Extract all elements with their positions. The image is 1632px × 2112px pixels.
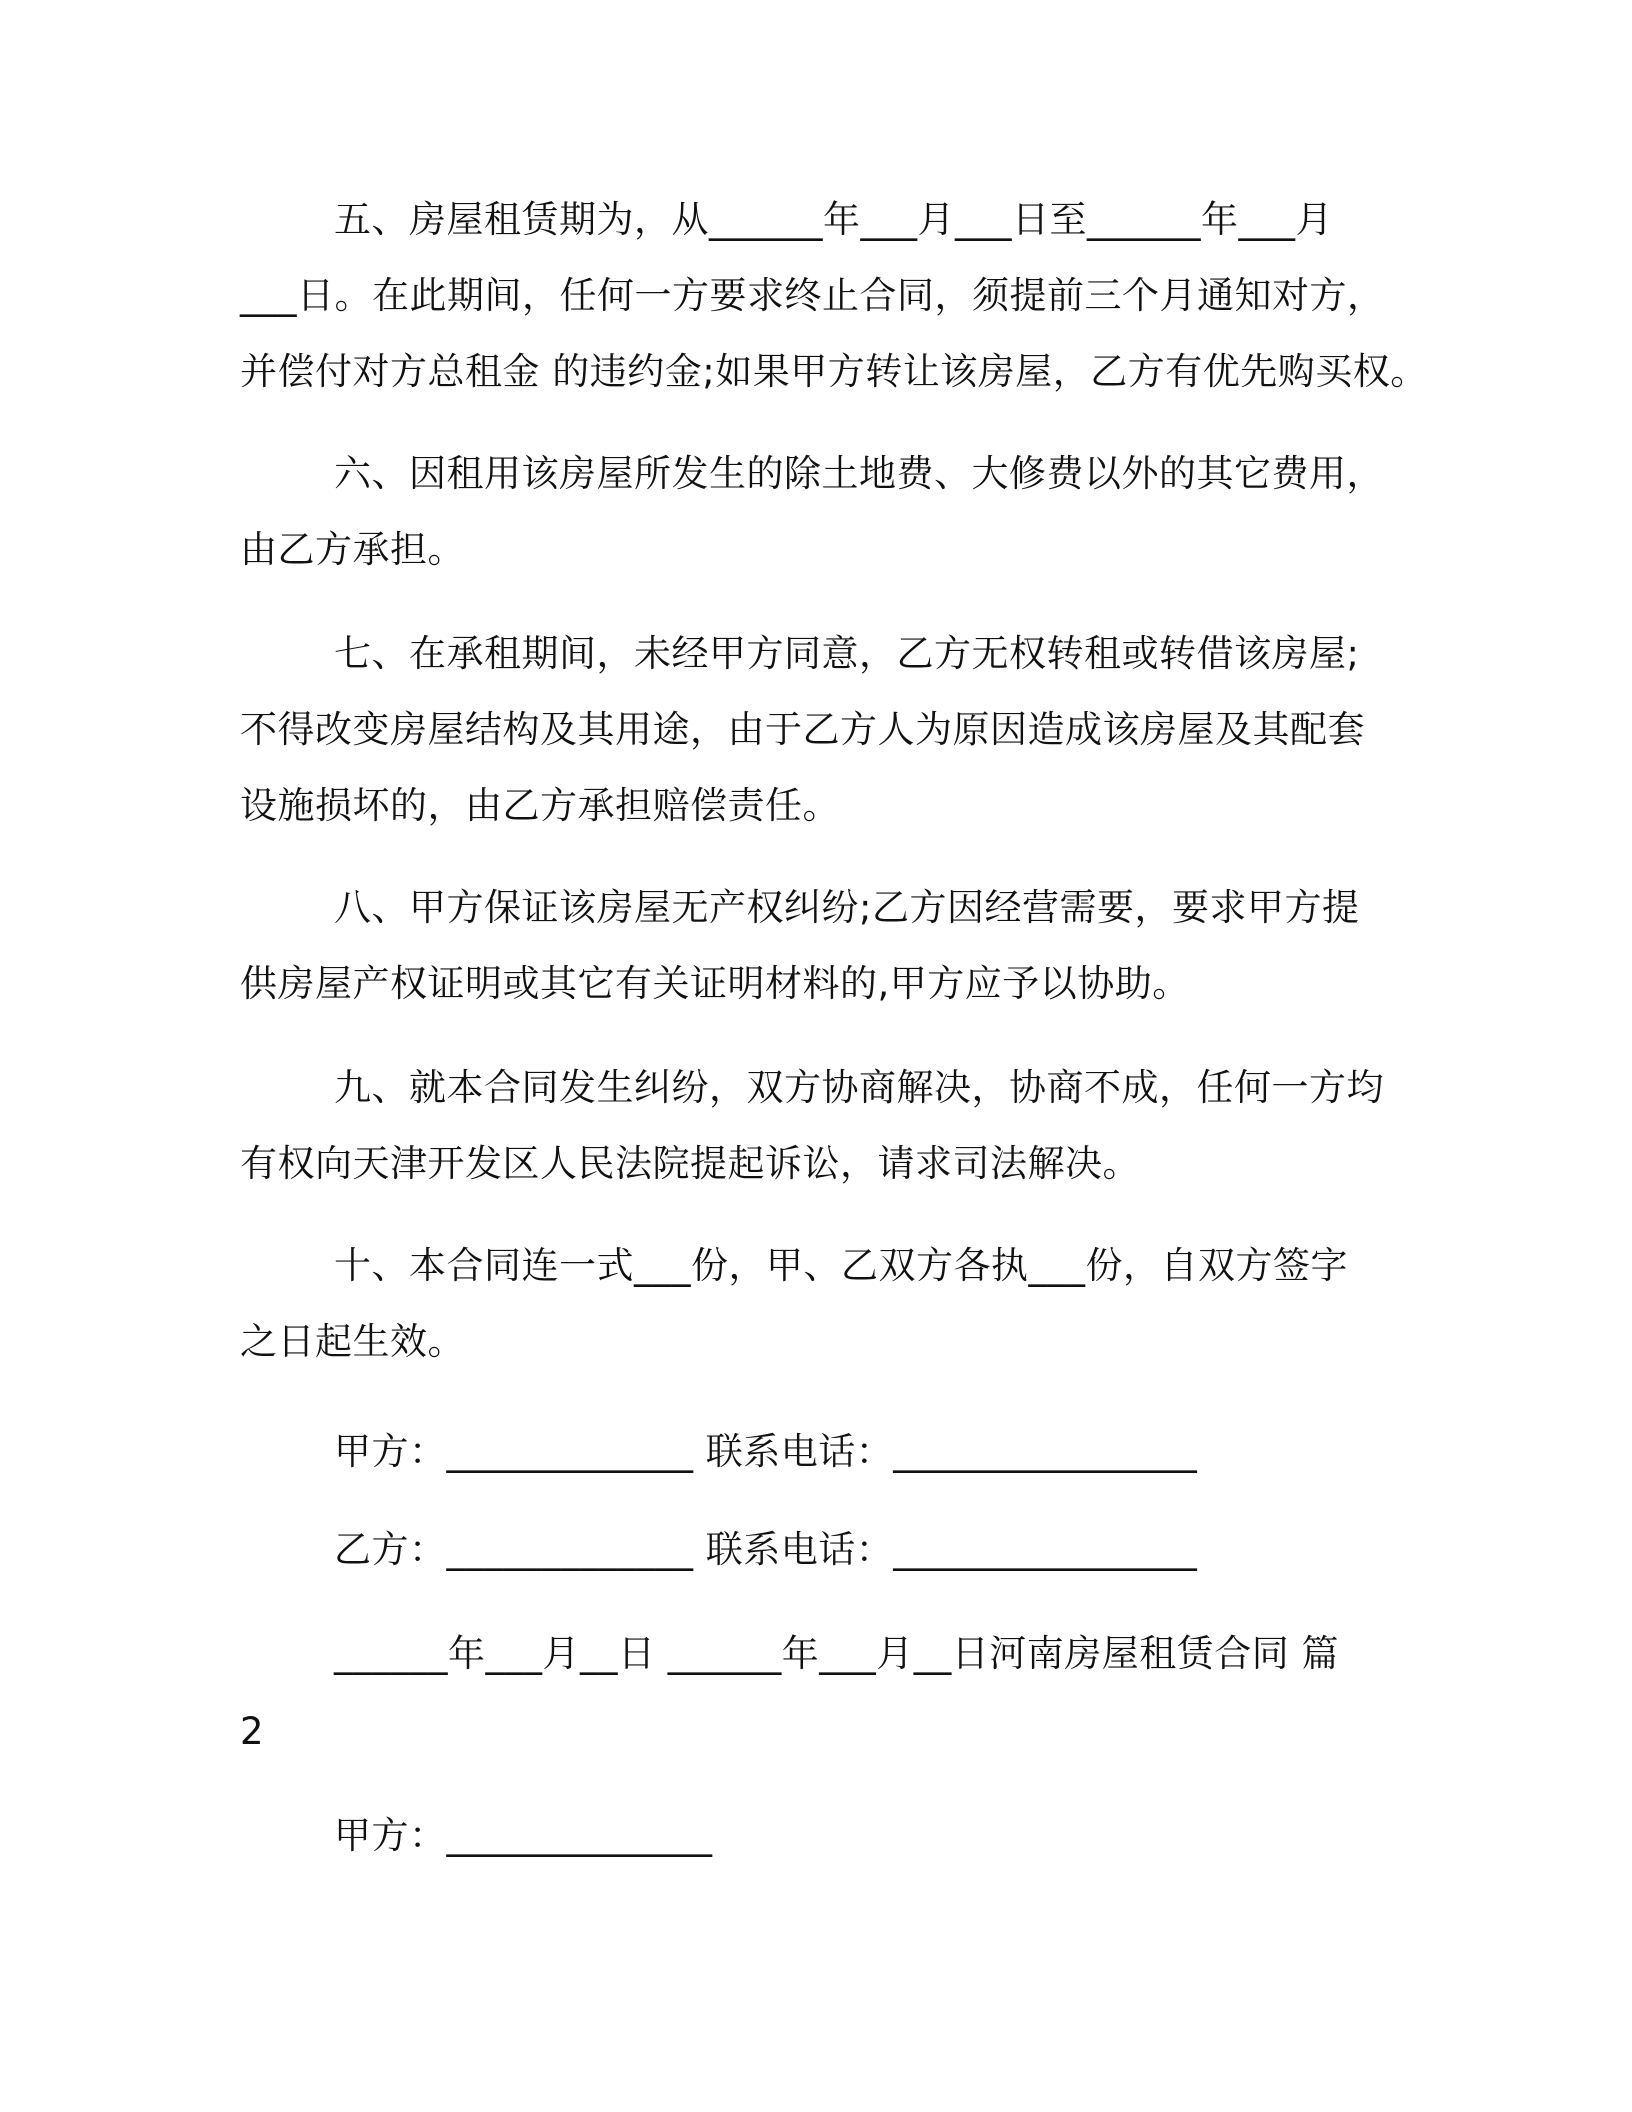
clause-10-line-1: 十、本合同连一式___份，甲、乙双方各执___份，自双方签字 <box>334 1244 1348 1287</box>
clause-8-line-2: 供房屋产权证明或其它有关证明材料的,甲方应予以协助。 <box>240 962 1190 1005</box>
clause-9-line-2: 有权向天津开发区人民法院提起诉讼，请求司法解决。 <box>240 1142 1140 1185</box>
clause-7-line-3: 设施损坏的，由乙方承担赔偿责任。 <box>240 784 840 827</box>
clause-7-line-2: 不得改变房屋结构及其用途，由于乙方人为原因造成该房屋及其配套 <box>240 708 1365 751</box>
clause-5-line-1: 五、房屋租赁期为，从______年___月___日至______年___月 <box>334 198 1333 241</box>
date-title-line-1: ______年___月__日 ______年___月__日河南房屋租赁合同 篇 <box>334 1632 1340 1675</box>
clause-6-line-2: 由乙方承担。 <box>240 528 465 571</box>
clause-6-line-1: 六、因租用该房屋所发生的除土地费、大修费以外的其它费用， <box>334 452 1384 495</box>
clause-5-line-2: ___日。在此期间，任何一方要求终止合同，须提前三个月通知对方， <box>240 274 1385 317</box>
clause-5-line-3: 并偿付对方总租金 的违约金;如果甲方转让该房屋，乙方有优先购买权。 <box>240 350 1428 393</box>
clause-9-line-1: 九、就本合同发生纠纷，双方协商解决，协商不成，任何一方均 <box>334 1066 1384 1109</box>
clause-10-line-2: 之日起生效。 <box>240 1320 465 1363</box>
party-b-signature-line: 乙方：_____________ 联系电话：________________ <box>334 1528 1198 1571</box>
clause-7-line-1: 七、在承租期间，未经甲方同意，乙方无权转租或转借该房屋; <box>334 632 1360 675</box>
party-a-signature-line: 甲方：_____________ 联系电话：________________ <box>334 1430 1198 1473</box>
next-party-a-line: 甲方：______________ <box>334 1814 713 1857</box>
date-title-line-2: 2 <box>240 1710 265 1753</box>
clause-8-line-1: 八、甲方保证该房屋无产权纠纷;乙方因经营需要，要求甲方提 <box>334 886 1360 929</box>
